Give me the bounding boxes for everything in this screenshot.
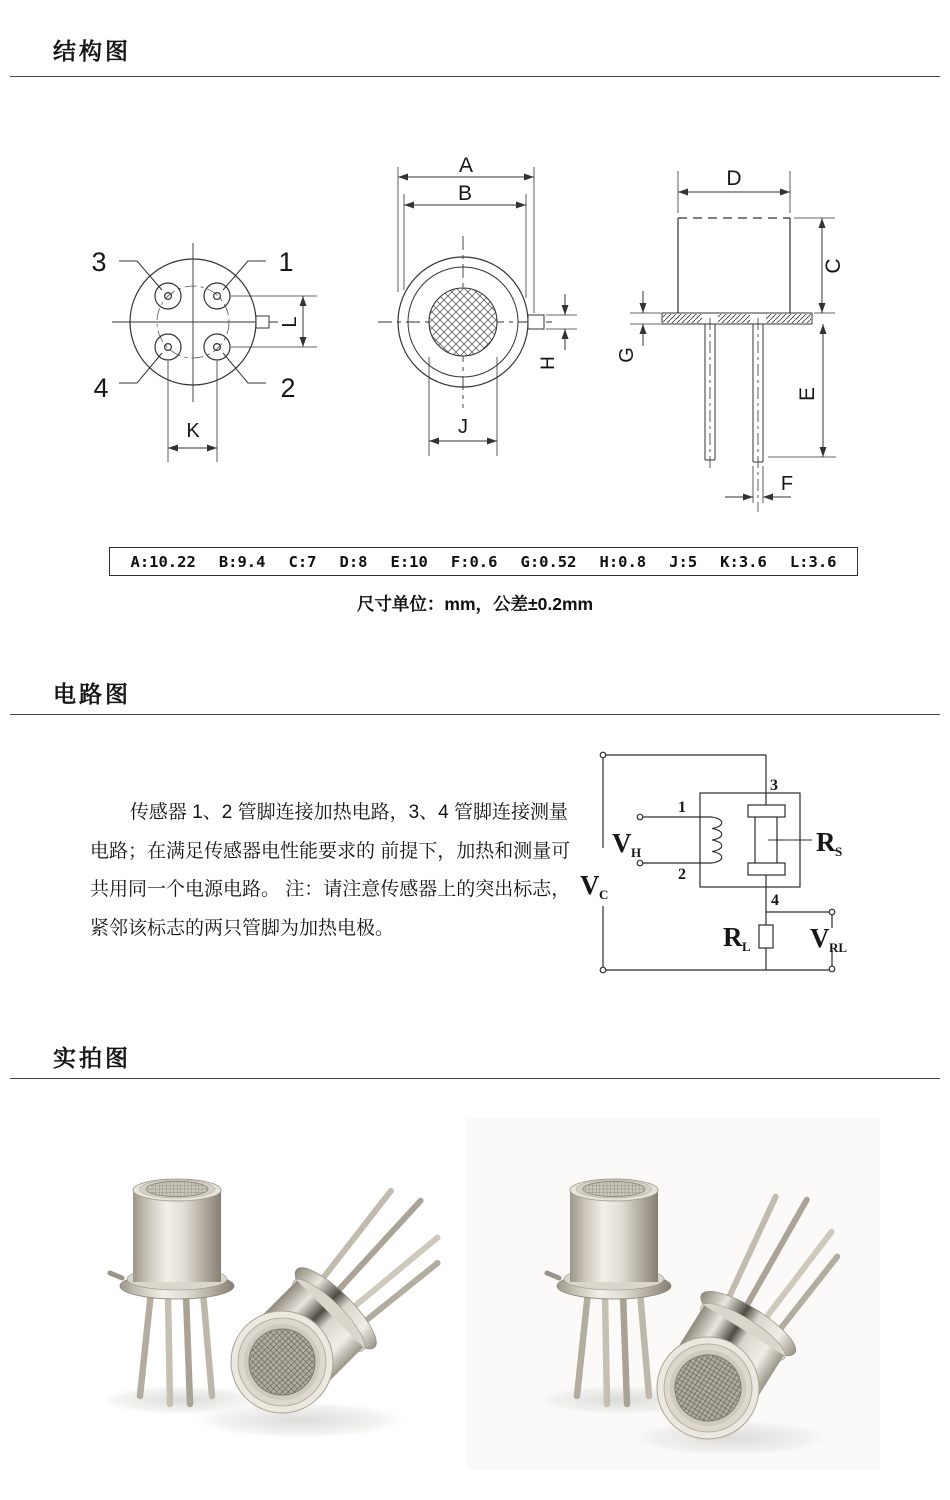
dim-entry: K:3.6	[720, 552, 767, 571]
circuit-description-line: 共用同一个电源电路。 注：请注意传感器上的突出标志，	[90, 879, 571, 900]
unit-tolerance-note: 尺寸单位：mm，公差±0.2mm	[356, 594, 594, 614]
load-resistor-label: R	[723, 922, 743, 952]
dim-L-label: L	[279, 316, 301, 328]
photos-section-divider	[10, 1078, 940, 1079]
dim-J-label: J	[458, 416, 468, 438]
pin2-label: 2	[280, 373, 296, 403]
side-view-drawing	[630, 171, 836, 512]
circuit-description-line: 传感器 1、2 管脚连接加热电路，3、4 管脚连接测量	[129, 802, 568, 823]
circuit-pin4-label: 4	[771, 892, 779, 909]
structure-section-title: 结构图	[53, 38, 131, 64]
dim-entry: G:0.52	[520, 552, 577, 571]
dim-A-label: A	[458, 154, 474, 177]
circuit-pin3-label: 3	[770, 777, 778, 794]
circuit-voltage-subscript: C	[599, 887, 609, 902]
circuit-section-title: 电路图	[53, 681, 131, 707]
circuit-pin2-label: 2	[678, 866, 686, 883]
photos-section-title: 实拍图	[53, 1045, 131, 1071]
circuit-diagram	[560, 735, 890, 1000]
dim-G-label: G	[616, 347, 638, 363]
dim-K-label: K	[186, 420, 200, 442]
heater-voltage-label: V	[612, 828, 632, 858]
sensor-resistance-label: R	[816, 827, 836, 857]
dim-entry: J:5	[669, 552, 698, 571]
circuit-description-line: 电路；在满足传感器电性能要求的 前提下，加热和测量可	[90, 840, 571, 862]
structure-section-divider	[10, 76, 940, 77]
dim-F-label: F	[780, 473, 794, 495]
pin4-label: 4	[93, 373, 109, 403]
heater-voltage-subscript: H	[631, 845, 642, 860]
dim-entry: C:7	[288, 552, 317, 571]
dim-entry: H:0.8	[599, 552, 647, 571]
photo-left	[92, 1173, 471, 1440]
pin1-label: 1	[278, 247, 294, 277]
circuit-description	[90, 794, 571, 948]
dim-H-label: H	[538, 356, 559, 370]
structure-diagram	[0, 140, 950, 540]
dim-entry: F:0.6	[450, 552, 498, 571]
circuit-description-line: 紧邻该标志的两只管脚为加热电极。	[90, 917, 395, 939]
load-resistor-subscript: L	[742, 939, 751, 954]
dim-E-label: E	[796, 386, 819, 402]
circuit-voltage-label: V	[580, 870, 600, 900]
dim-entry: E:10	[390, 552, 428, 571]
pin3-label: 3	[91, 247, 107, 277]
product-photos	[0, 1100, 950, 1500]
dimension-table	[109, 547, 858, 576]
output-voltage-subscript: RL	[829, 940, 848, 955]
dim-entry: B:9.4	[218, 552, 266, 571]
top-view-drawing	[378, 167, 577, 456]
dim-entry: L:3.6	[789, 552, 837, 571]
circuit-section-divider	[10, 714, 940, 715]
dim-D-label: D	[726, 167, 742, 190]
dim-C-label: C	[822, 258, 845, 274]
dim-entry: A:10.22	[130, 552, 196, 571]
sensor-resistance-subscript: S	[835, 844, 843, 859]
dim-B-label: B	[457, 182, 473, 205]
circuit-pin1-label: 1	[678, 799, 686, 816]
dim-entry: D:8	[339, 552, 368, 571]
output-voltage-label: V	[810, 923, 830, 953]
